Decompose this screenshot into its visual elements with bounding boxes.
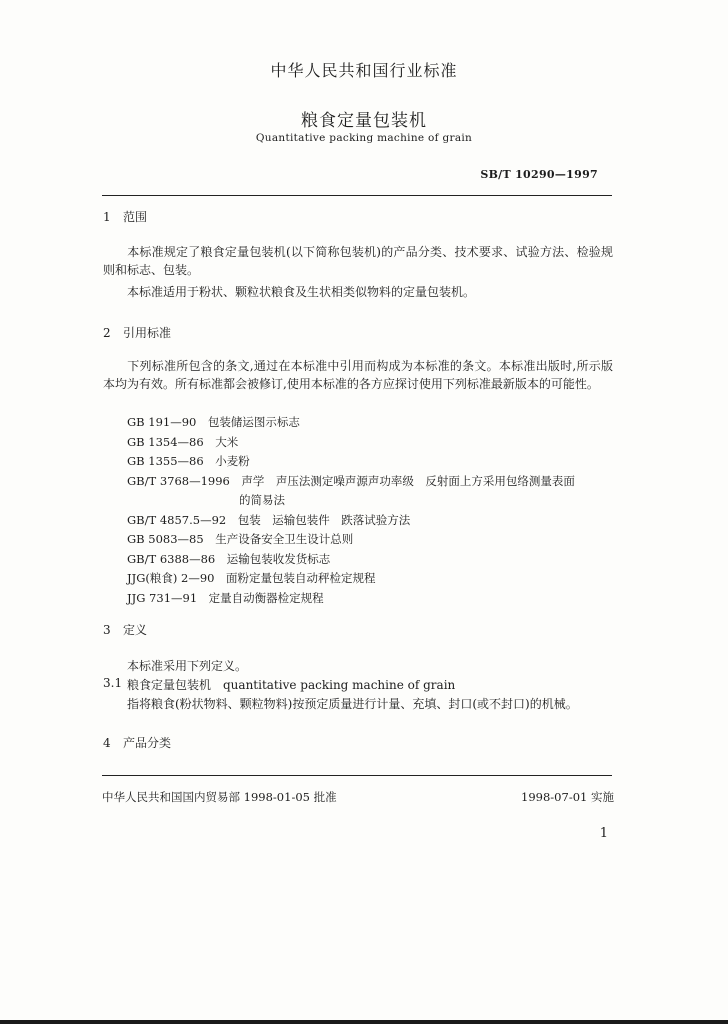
- reference-item: GB/T 6388—86 运输包装收发货标志: [127, 551, 331, 566]
- reference-item: GB 191—90 包装储运图示标志: [127, 415, 300, 429]
- section-number: 1: [103, 210, 111, 224]
- reference-item-continued: 的简易法: [239, 493, 285, 507]
- section-title: 产品分类: [123, 736, 172, 750]
- scan-edge: [0, 1020, 728, 1024]
- section-number: 4: [103, 736, 111, 750]
- reference-item: JJG(粮食) 2—90 面粉定量包装自动秤检定规程: [127, 571, 376, 585]
- paragraph-text: 本标准适用于粉状、颗粒状粮食及生状相类似物料的定量包装机。: [127, 285, 476, 299]
- approval-line: 中华人民共和国国内贸易部 1998-01-05 批准: [102, 790, 337, 804]
- section-title: 范围: [123, 210, 148, 224]
- paragraph-text: 下列标准所包含的条文,通过在本标准中引用而构成为本标准的条文。本标准出版时,所示版本均为有效。所有标准都会被修订,使用本标准的各方应探讨使用下列标准最新版本的可能性。: [103, 359, 613, 391]
- section-3-intro: 本标准采用下列定义。: [127, 659, 248, 673]
- section-title: 定义: [123, 623, 148, 637]
- reference-list: [127, 413, 575, 608]
- paragraph-text: 本标准规定了粮食定量包装机(以下简称包装机)的产品分类、技术要求、试验方法、检验规则和标志、包装。: [103, 245, 613, 277]
- page-number: 1: [599, 826, 608, 841]
- standard-code: SB/T 10290—1997: [480, 168, 598, 181]
- reference-item: GB/T 3768—1996 声学 声压法测定噪声源声功率级 反射面上方采用包络测量表面: [127, 473, 575, 488]
- doc-title: 粮食定量包装机: [301, 111, 427, 131]
- reference-item: GB 1355—86 小麦粉: [127, 454, 250, 468]
- section-1-paragraph-1: [103, 243, 613, 279]
- reference-item: GB/T 4857.5—92 包装 运输包装件 跌落试验方法: [127, 512, 411, 527]
- footer-rule: [102, 775, 612, 776]
- header-rule: [102, 195, 612, 196]
- section-3-heading: [103, 621, 147, 638]
- definition-text: 指将粮食(粉状物料、颗粒物料)按预定质量进行计量、充填、封口(或不封口)的机械。: [127, 697, 578, 711]
- section-number: 3: [103, 623, 111, 637]
- definition-number: 3.1: [103, 676, 123, 690]
- section-2-heading: [103, 324, 171, 341]
- section-4-heading: [103, 734, 171, 751]
- reference-item: JJG 731—91 定量自动衡器检定规程: [127, 590, 324, 605]
- section-2-intro: [103, 357, 613, 393]
- definition-term: 粮食定量包装机 quantitative packing machine of grain: [127, 678, 456, 692]
- effective-date: 1998-07-01 实施: [521, 790, 614, 804]
- section-1-paragraph-2: [103, 283, 613, 301]
- section-number: 2: [103, 326, 111, 340]
- reference-item: GB 5083—85 生产设备安全卫生设计总则: [127, 532, 354, 546]
- doc-subtitle: Quantitative packing machine of grain: [255, 132, 473, 144]
- org-title: 中华人民共和国行业标准: [270, 61, 458, 80]
- reference-item: GB 1354—86 大米: [127, 434, 239, 449]
- section-1-heading: [103, 208, 147, 225]
- section-title: 引用标准: [123, 326, 172, 340]
